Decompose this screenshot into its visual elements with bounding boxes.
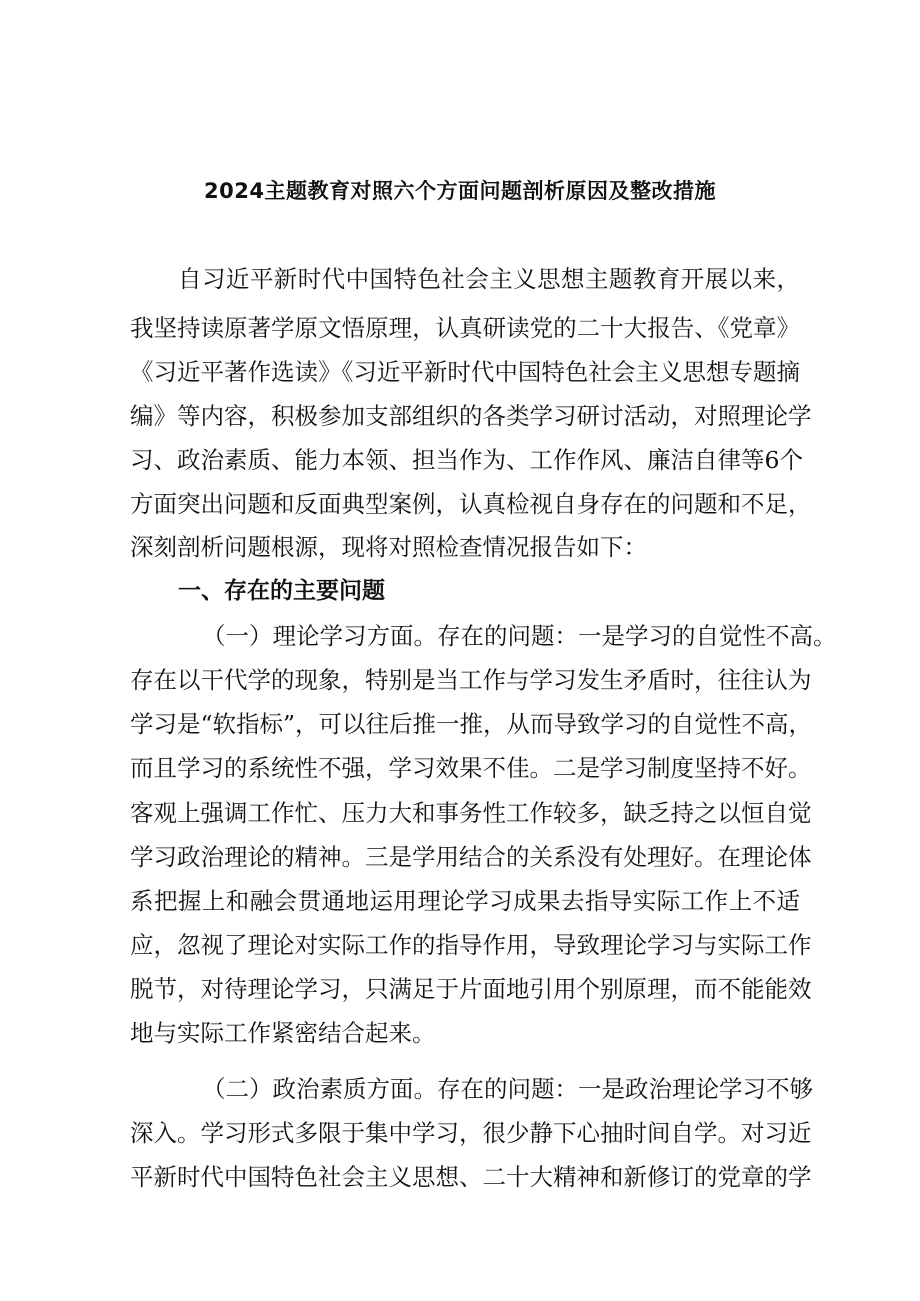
intro-line: 深刻剖析问题根源，现将对照检查情况报告如下：	[130, 533, 647, 561]
paragraph-line: 学习政治理论的精神。三是学用结合的关系没有处理好。在理论体	[130, 843, 812, 871]
paragraph-line: 地与实际工作紧密结合起来。	[130, 1019, 436, 1047]
paragraph-line: 系把握上和融会贯通地运用理论学习成果去指导实际工作上不适	[130, 887, 800, 915]
paragraph-line: （二）政治素质方面。存在的问题：一是政治理论学习不够	[202, 1075, 813, 1103]
paragraph-line: 存在以干代学的现象，特别是当工作与学习发生矛盾时，往往认为	[130, 666, 812, 694]
intro-line: 习、政治素质、能力本领、担当作为、工作作风、廉洁自律等6个	[130, 446, 803, 474]
paragraph-line: （一）理论学习方面。存在的问题：一是学习的自觉性不高。	[202, 622, 837, 650]
intro-line: 我坚持读原著学原文悟原理，认真研读党的二十大报告、《党章》	[130, 314, 800, 342]
paragraph-line: 学习是“软指标”，可以往后推一推，从而导致学习的自觉性不高，	[130, 710, 813, 738]
intro-line: 《习近平著作选读》《习近平新时代中国特色社会主义思想专题摘	[130, 358, 800, 386]
paragraph-line: 脱节，对待理论学习，只满足于片面地引用个别原理，而不能能效	[130, 975, 812, 1003]
intro-line: 方面突出问题和反面典型案例，认真检视自身存在的问题和不足，	[130, 490, 812, 518]
paragraph-line: 深入。学习形式多限于集中学习，很少静下心抽时间自学。对习近	[130, 1119, 812, 1147]
document-title: 2024主题教育对照六个方面问题剖析原因及整改措施	[204, 179, 716, 203]
paragraph-line: 客观上强调工作忙、压力大和事务性工作较多，缺乏持之以恒自觉	[130, 799, 812, 827]
paragraph-line: 应，忽视了理论对实际工作的指导作用，导致理论学习与实际工作	[130, 931, 812, 959]
intro-line: 编》等内容，积极参加支部组织的各类学习研讨活动，对照理论学	[130, 402, 812, 430]
section-heading: 一、存在的主要问题	[178, 578, 385, 604]
paragraph-line: 平新时代中国特色社会主义思想、二十大精神和新修订的党章的学	[130, 1163, 812, 1191]
paragraph-line: 而且学习的系统性不强，学习效果不佳。二是学习制度坚持不好。	[130, 754, 812, 782]
intro-line: 自习近平新时代中国特色社会主义思想主题教育开展以来，	[178, 265, 800, 293]
